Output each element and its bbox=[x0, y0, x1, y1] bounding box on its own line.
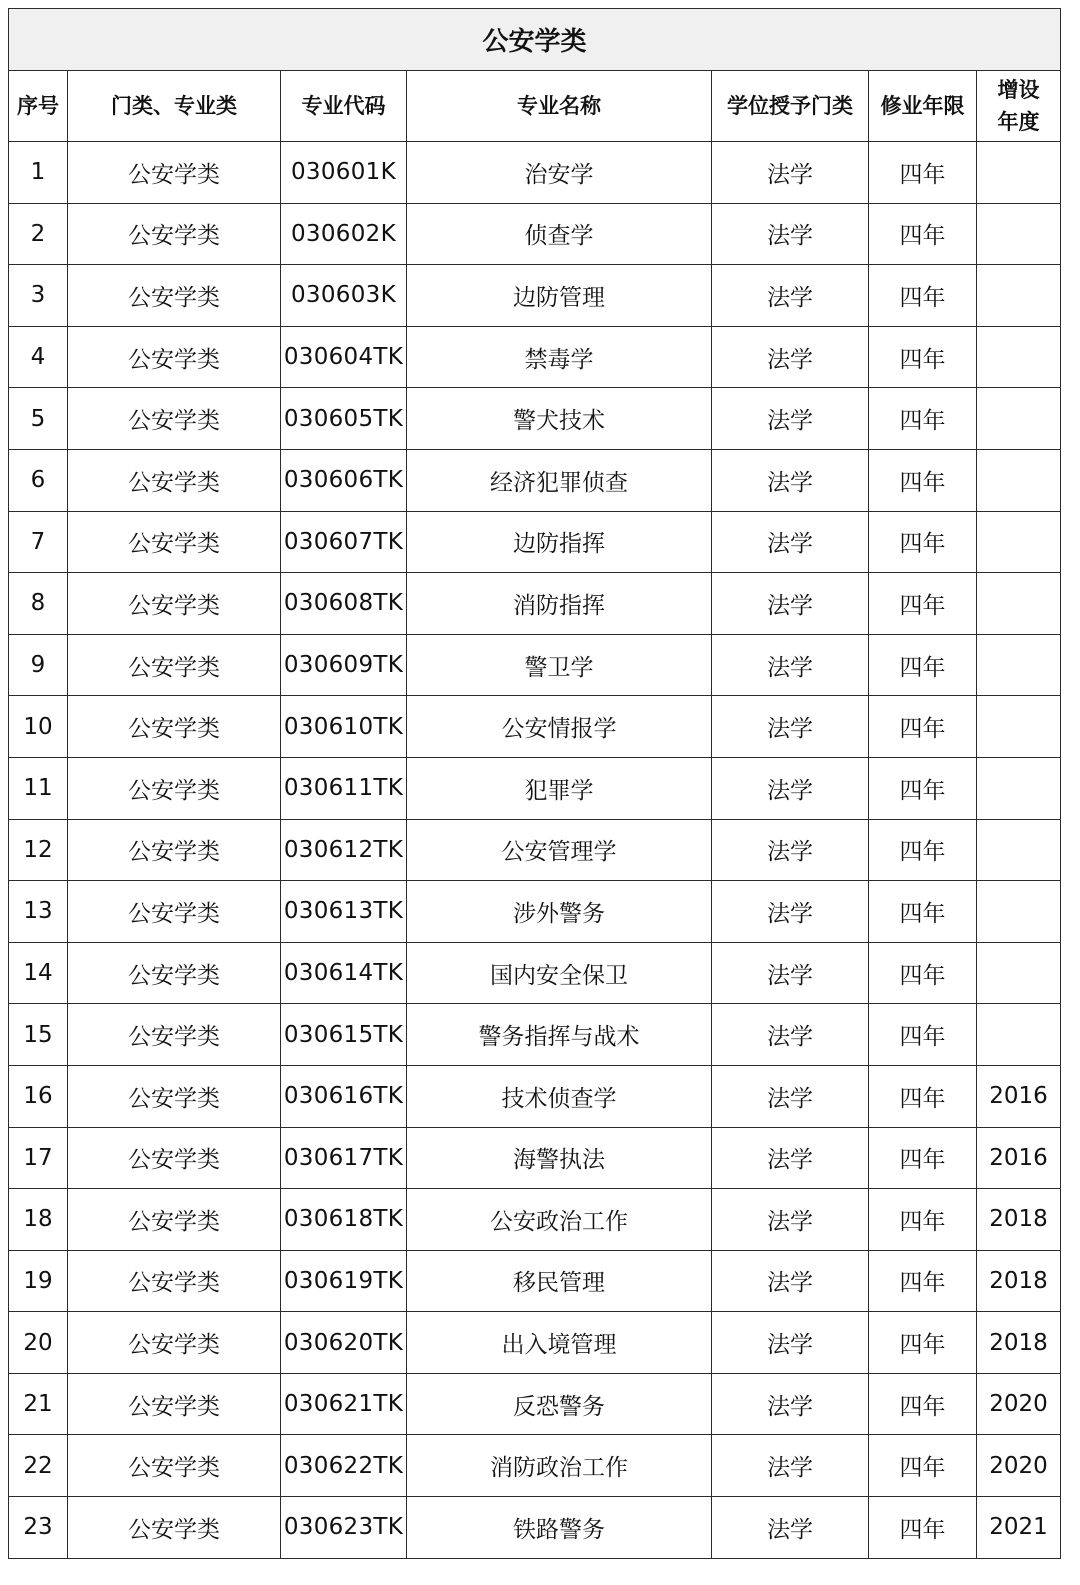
cell-no: 7 bbox=[9, 511, 68, 573]
cell-degree: 法学 bbox=[712, 1189, 869, 1251]
cell-no: 16 bbox=[9, 1065, 68, 1127]
cell-no: 1 bbox=[9, 142, 68, 204]
header-code: 专业代码 bbox=[281, 71, 407, 142]
cell-code: 030604TK bbox=[281, 326, 407, 388]
table-row bbox=[9, 942, 1061, 1004]
majors-table bbox=[8, 8, 1061, 1559]
cell-years: 四年 bbox=[869, 881, 977, 943]
cell-category: 公安学类 bbox=[68, 203, 281, 265]
cell-added-year bbox=[977, 326, 1061, 388]
table-row bbox=[9, 449, 1061, 511]
header-degree: 学位授予门类 bbox=[712, 71, 869, 142]
cell-degree: 法学 bbox=[712, 881, 869, 943]
cell-degree: 法学 bbox=[712, 1250, 869, 1312]
cell-no: 9 bbox=[9, 634, 68, 696]
cell-degree: 法学 bbox=[712, 1497, 869, 1559]
cell-added-year bbox=[977, 1004, 1061, 1066]
cell-name: 警卫学 bbox=[407, 634, 712, 696]
cell-code: 030605TK bbox=[281, 388, 407, 450]
cell-years: 四年 bbox=[869, 696, 977, 758]
cell-years: 四年 bbox=[869, 942, 977, 1004]
cell-code: 030619TK bbox=[281, 1250, 407, 1312]
cell-added-year bbox=[977, 203, 1061, 265]
cell-category: 公安学类 bbox=[68, 1497, 281, 1559]
cell-code: 030616TK bbox=[281, 1065, 407, 1127]
cell-name: 犯罪学 bbox=[407, 757, 712, 819]
cell-name: 出入境管理 bbox=[407, 1312, 712, 1374]
cell-code: 030603K bbox=[281, 265, 407, 327]
cell-category: 公安学类 bbox=[68, 1312, 281, 1374]
cell-no: 6 bbox=[9, 449, 68, 511]
cell-category: 公安学类 bbox=[68, 449, 281, 511]
table-row bbox=[9, 142, 1061, 204]
cell-added-year: 2021 bbox=[977, 1497, 1061, 1559]
cell-code: 030623TK bbox=[281, 1497, 407, 1559]
cell-added-year: 2018 bbox=[977, 1250, 1061, 1312]
cell-added-year bbox=[977, 696, 1061, 758]
cell-years: 四年 bbox=[869, 388, 977, 450]
cell-years: 四年 bbox=[869, 449, 977, 511]
cell-years: 四年 bbox=[869, 326, 977, 388]
cell-added-year bbox=[977, 511, 1061, 573]
cell-name: 警务指挥与战术 bbox=[407, 1004, 712, 1066]
cell-code: 030613TK bbox=[281, 881, 407, 943]
cell-degree: 法学 bbox=[712, 511, 869, 573]
cell-code: 030622TK bbox=[281, 1435, 407, 1497]
table-row bbox=[9, 757, 1061, 819]
cell-name: 铁路警务 bbox=[407, 1497, 712, 1559]
cell-added-year bbox=[977, 881, 1061, 943]
cell-code: 030621TK bbox=[281, 1373, 407, 1435]
cell-years: 四年 bbox=[869, 573, 977, 635]
cell-degree: 法学 bbox=[712, 757, 869, 819]
table-body bbox=[9, 142, 1061, 1559]
cell-years: 四年 bbox=[869, 1250, 977, 1312]
header-name: 专业名称 bbox=[407, 71, 712, 142]
table-row bbox=[9, 1065, 1061, 1127]
table-row bbox=[9, 326, 1061, 388]
cell-degree: 法学 bbox=[712, 142, 869, 204]
cell-years: 四年 bbox=[869, 819, 977, 881]
cell-degree: 法学 bbox=[712, 449, 869, 511]
table-row bbox=[9, 1497, 1061, 1559]
cell-no: 23 bbox=[9, 1497, 68, 1559]
cell-degree: 法学 bbox=[712, 1373, 869, 1435]
cell-category: 公安学类 bbox=[68, 1065, 281, 1127]
header-category: 门类、专业类 bbox=[68, 71, 281, 142]
cell-category: 公安学类 bbox=[68, 142, 281, 204]
cell-no: 20 bbox=[9, 1312, 68, 1374]
cell-name: 禁毒学 bbox=[407, 326, 712, 388]
cell-degree: 法学 bbox=[712, 1435, 869, 1497]
cell-category: 公安学类 bbox=[68, 819, 281, 881]
cell-category: 公安学类 bbox=[68, 511, 281, 573]
cell-no: 18 bbox=[9, 1189, 68, 1251]
cell-added-year bbox=[977, 634, 1061, 696]
cell-name: 涉外警务 bbox=[407, 881, 712, 943]
cell-code: 030608TK bbox=[281, 573, 407, 635]
cell-name: 经济犯罪侦查 bbox=[407, 449, 712, 511]
cell-no: 10 bbox=[9, 696, 68, 758]
cell-years: 四年 bbox=[869, 1373, 977, 1435]
cell-years: 四年 bbox=[869, 1127, 977, 1189]
cell-no: 3 bbox=[9, 265, 68, 327]
cell-years: 四年 bbox=[869, 1435, 977, 1497]
cell-no: 4 bbox=[9, 326, 68, 388]
cell-no: 14 bbox=[9, 942, 68, 1004]
cell-name: 公安情报学 bbox=[407, 696, 712, 758]
cell-degree: 法学 bbox=[712, 942, 869, 1004]
cell-no: 17 bbox=[9, 1127, 68, 1189]
table-row bbox=[9, 881, 1061, 943]
cell-code: 030607TK bbox=[281, 511, 407, 573]
cell-added-year bbox=[977, 265, 1061, 327]
cell-added-year: 2018 bbox=[977, 1189, 1061, 1251]
cell-name: 边防管理 bbox=[407, 265, 712, 327]
cell-added-year: 2018 bbox=[977, 1312, 1061, 1374]
cell-no: 5 bbox=[9, 388, 68, 450]
cell-category: 公安学类 bbox=[68, 1250, 281, 1312]
cell-category: 公安学类 bbox=[68, 1004, 281, 1066]
cell-name: 技术侦查学 bbox=[407, 1065, 712, 1127]
cell-added-year bbox=[977, 757, 1061, 819]
cell-category: 公安学类 bbox=[68, 696, 281, 758]
table-row bbox=[9, 696, 1061, 758]
cell-name: 公安政治工作 bbox=[407, 1189, 712, 1251]
table-row bbox=[9, 388, 1061, 450]
cell-degree: 法学 bbox=[712, 696, 869, 758]
table-row bbox=[9, 1435, 1061, 1497]
header-added-year: 增设 年度 bbox=[977, 71, 1061, 142]
cell-years: 四年 bbox=[869, 634, 977, 696]
cell-name: 治安学 bbox=[407, 142, 712, 204]
cell-name: 国内安全保卫 bbox=[407, 942, 712, 1004]
header-row bbox=[9, 71, 1061, 142]
cell-no: 13 bbox=[9, 881, 68, 943]
table-row bbox=[9, 1127, 1061, 1189]
cell-added-year bbox=[977, 142, 1061, 204]
table-row bbox=[9, 265, 1061, 327]
cell-years: 四年 bbox=[869, 757, 977, 819]
cell-years: 四年 bbox=[869, 1497, 977, 1559]
cell-degree: 法学 bbox=[712, 203, 869, 265]
cell-name: 侦查学 bbox=[407, 203, 712, 265]
header-no: 序号 bbox=[9, 71, 68, 142]
cell-years: 四年 bbox=[869, 511, 977, 573]
cell-added-year: 2016 bbox=[977, 1065, 1061, 1127]
cell-years: 四年 bbox=[869, 1189, 977, 1251]
cell-category: 公安学类 bbox=[68, 265, 281, 327]
cell-category: 公安学类 bbox=[68, 1127, 281, 1189]
cell-code: 030615TK bbox=[281, 1004, 407, 1066]
cell-degree: 法学 bbox=[712, 1312, 869, 1374]
cell-added-year bbox=[977, 449, 1061, 511]
cell-name: 边防指挥 bbox=[407, 511, 712, 573]
cell-degree: 法学 bbox=[712, 1004, 869, 1066]
cell-category: 公安学类 bbox=[68, 942, 281, 1004]
cell-years: 四年 bbox=[869, 265, 977, 327]
cell-code: 030620TK bbox=[281, 1312, 407, 1374]
table-row bbox=[9, 511, 1061, 573]
cell-name: 消防政治工作 bbox=[407, 1435, 712, 1497]
cell-no: 19 bbox=[9, 1250, 68, 1312]
cell-name: 反恐警务 bbox=[407, 1373, 712, 1435]
cell-category: 公安学类 bbox=[68, 881, 281, 943]
table-row bbox=[9, 573, 1061, 635]
cell-added-year bbox=[977, 388, 1061, 450]
cell-degree: 法学 bbox=[712, 1127, 869, 1189]
cell-years: 四年 bbox=[869, 1312, 977, 1374]
cell-years: 四年 bbox=[869, 203, 977, 265]
cell-no: 2 bbox=[9, 203, 68, 265]
cell-years: 四年 bbox=[869, 1004, 977, 1066]
table-row bbox=[9, 1189, 1061, 1251]
cell-degree: 法学 bbox=[712, 819, 869, 881]
cell-code: 030614TK bbox=[281, 942, 407, 1004]
cell-degree: 法学 bbox=[712, 326, 869, 388]
cell-added-year bbox=[977, 942, 1061, 1004]
table-row bbox=[9, 203, 1061, 265]
cell-code: 030611TK bbox=[281, 757, 407, 819]
cell-no: 21 bbox=[9, 1373, 68, 1435]
cell-category: 公安学类 bbox=[68, 634, 281, 696]
cell-category: 公安学类 bbox=[68, 1189, 281, 1251]
cell-code: 030610TK bbox=[281, 696, 407, 758]
cell-added-year bbox=[977, 573, 1061, 635]
cell-name: 消防指挥 bbox=[407, 573, 712, 635]
cell-code: 030618TK bbox=[281, 1189, 407, 1251]
table-title: 公安学类 bbox=[9, 9, 1061, 71]
cell-category: 公安学类 bbox=[68, 1435, 281, 1497]
cell-category: 公安学类 bbox=[68, 1373, 281, 1435]
cell-no: 22 bbox=[9, 1435, 68, 1497]
cell-years: 四年 bbox=[869, 142, 977, 204]
cell-no: 12 bbox=[9, 819, 68, 881]
cell-added-year: 2016 bbox=[977, 1127, 1061, 1189]
cell-category: 公安学类 bbox=[68, 388, 281, 450]
cell-degree: 法学 bbox=[712, 265, 869, 327]
cell-added-year: 2020 bbox=[977, 1435, 1061, 1497]
cell-name: 公安管理学 bbox=[407, 819, 712, 881]
table-row bbox=[9, 1250, 1061, 1312]
table-row bbox=[9, 1312, 1061, 1374]
title-row bbox=[9, 9, 1061, 71]
cell-no: 15 bbox=[9, 1004, 68, 1066]
cell-code: 030617TK bbox=[281, 1127, 407, 1189]
cell-code: 030606TK bbox=[281, 449, 407, 511]
cell-category: 公安学类 bbox=[68, 573, 281, 635]
cell-category: 公安学类 bbox=[68, 326, 281, 388]
cell-code: 030612TK bbox=[281, 819, 407, 881]
table-row bbox=[9, 634, 1061, 696]
table-row bbox=[9, 819, 1061, 881]
header-years: 修业年限 bbox=[869, 71, 977, 142]
table-row bbox=[9, 1004, 1061, 1066]
cell-name: 海警执法 bbox=[407, 1127, 712, 1189]
cell-degree: 法学 bbox=[712, 573, 869, 635]
cell-name: 警犬技术 bbox=[407, 388, 712, 450]
cell-degree: 法学 bbox=[712, 634, 869, 696]
cell-years: 四年 bbox=[869, 1065, 977, 1127]
cell-name: 移民管理 bbox=[407, 1250, 712, 1312]
cell-no: 8 bbox=[9, 573, 68, 635]
cell-code: 030609TK bbox=[281, 634, 407, 696]
cell-category: 公安学类 bbox=[68, 757, 281, 819]
cell-code: 030601K bbox=[281, 142, 407, 204]
cell-degree: 法学 bbox=[712, 388, 869, 450]
cell-code: 030602K bbox=[281, 203, 407, 265]
cell-degree: 法学 bbox=[712, 1065, 869, 1127]
cell-added-year bbox=[977, 819, 1061, 881]
cell-no: 11 bbox=[9, 757, 68, 819]
table-row bbox=[9, 1373, 1061, 1435]
cell-added-year: 2020 bbox=[977, 1373, 1061, 1435]
